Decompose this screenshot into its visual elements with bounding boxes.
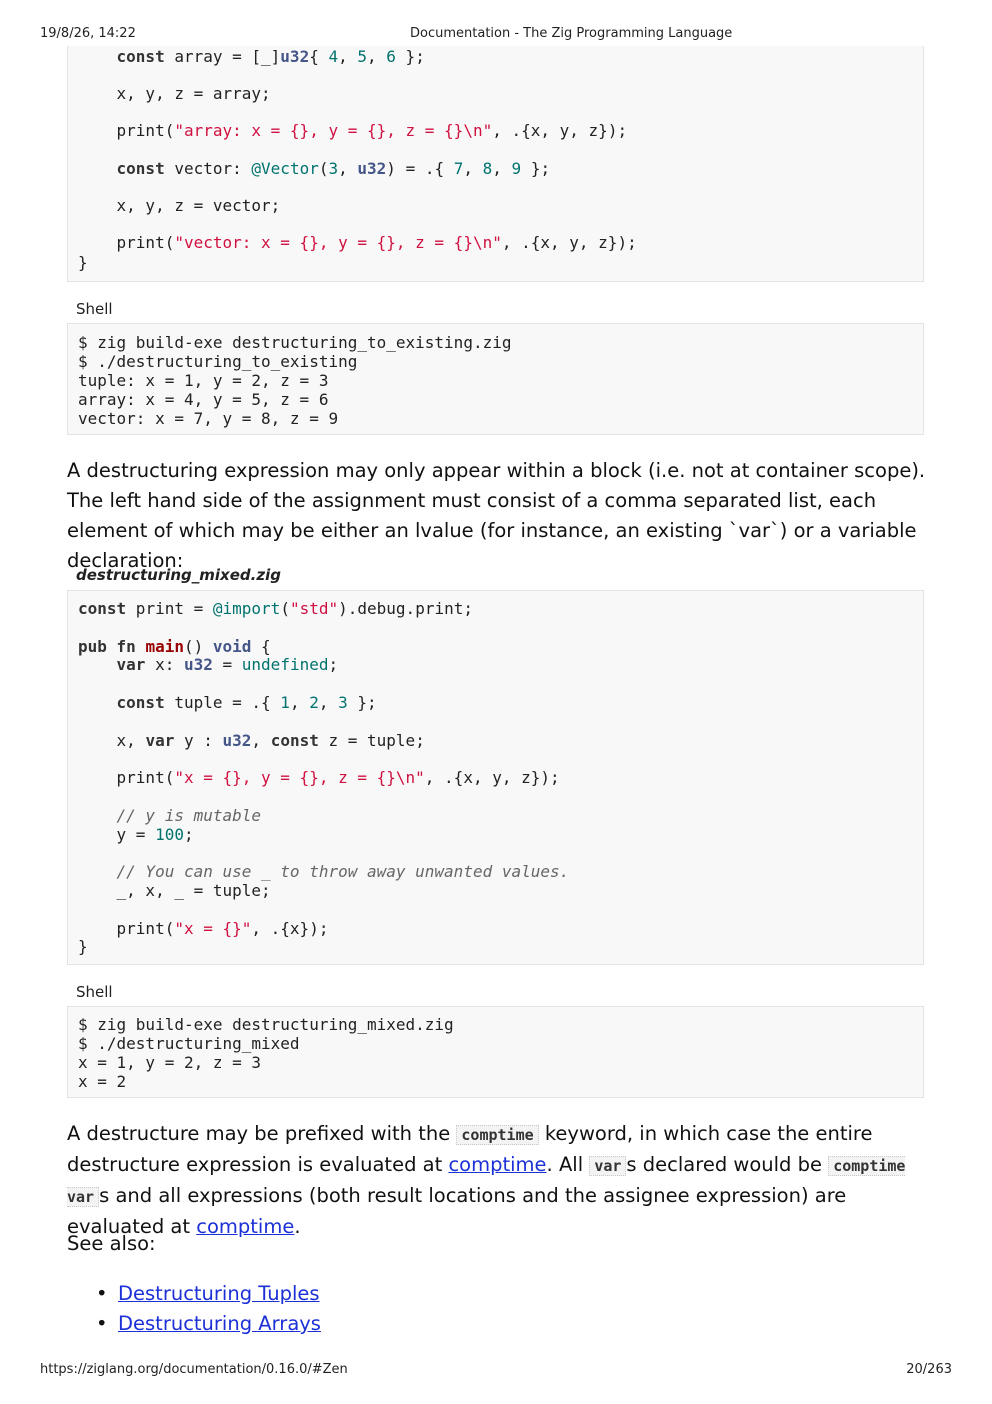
shell-line: tuple: x = 1, y = 2, z = 3	[78, 371, 329, 390]
code-token-ty: u32	[183, 655, 213, 675]
code-token: };	[347, 693, 377, 712]
shell-line: $ ./destructuring_mixed	[78, 1034, 300, 1053]
code-line	[78, 121, 627, 141]
code-token-num: 100	[155, 824, 184, 844]
code-token: print =	[126, 599, 213, 618]
text: . All	[546, 1153, 590, 1176]
code-line	[78, 159, 550, 179]
code-token: x, y, z = vector;	[78, 196, 281, 215]
shell-label: Shell	[76, 983, 113, 1001]
code-token-str: "array: x = {}, y = {}, z = {}\n"	[174, 121, 493, 140]
code-line	[78, 806, 261, 826]
code-token: ,	[492, 159, 512, 178]
text: .	[294, 1215, 301, 1238]
code-token	[78, 159, 117, 178]
code-token	[78, 862, 117, 881]
code-token: , .{x, y, z});	[501, 233, 637, 252]
code-token-str: "vector: x = {}, y = {}, z = {}\n"	[174, 233, 502, 252]
code-token-kw: var	[116, 655, 146, 675]
code-token-kw: fn	[116, 636, 136, 656]
code-token-kw: const	[270, 730, 319, 750]
code-block-destructuring-mixed	[67, 590, 924, 965]
code-token-kw: var	[145, 730, 175, 750]
code-token-num: 2	[309, 693, 319, 712]
shell-line: $ ./destructuring_to_existing	[78, 352, 358, 371]
text: A destructure may be prefixed with the	[67, 1122, 457, 1145]
code-token: print(	[78, 121, 175, 140]
code-token: _, x, _ = tuple;	[78, 881, 271, 900]
footer-url: https://ziglang.org/documentation/0.16.0/#Zen	[40, 1362, 348, 1377]
code-line	[78, 233, 637, 253]
code-token-num: 9	[511, 159, 522, 178]
code-token-bi: undefined	[241, 655, 329, 675]
code-token: ,	[338, 159, 358, 178]
code-token-bi: @import	[212, 599, 281, 618]
code-token-fn: main	[145, 636, 184, 656]
code-token: ()	[183, 636, 213, 656]
code-token: tuple = .{	[164, 693, 281, 712]
code-token: vector:	[164, 159, 252, 178]
code-token: , .{x});	[251, 918, 329, 938]
code-token	[78, 806, 117, 825]
code-token: , .{x, y, z});	[492, 121, 628, 140]
paragraph-comptime-destructure	[67, 1119, 927, 1242]
code-token: =	[212, 655, 242, 675]
code-line	[78, 825, 194, 845]
code-line	[78, 84, 271, 104]
code-token: array = [_]	[164, 47, 281, 66]
code-token-bi: @Vector	[251, 159, 319, 178]
code-line	[78, 599, 473, 619]
inline-code-var: var	[589, 1156, 626, 1176]
code-token: };	[521, 159, 551, 178]
inline-code-comptime: comptime	[456, 1125, 538, 1145]
code-line	[78, 637, 271, 657]
code-token: ,	[463, 159, 483, 178]
code-token: ,	[318, 693, 339, 712]
code-token: {	[251, 636, 271, 656]
code-token-str: "x = {}"	[174, 918, 252, 938]
paragraph-destructuring-rules: A destructuring expression may only appear within a block (i.e. not at container scope). The left hand side of the assignment must consist of a comma separated list, each element of which may be either an lvalue (for instance, an existing `var`) or a variable declaration:	[67, 459, 926, 572]
code-token: ).debug.print;	[338, 599, 473, 618]
code-token	[78, 693, 117, 712]
code-line	[78, 937, 88, 957]
code-token: y :	[174, 730, 223, 750]
shell-line: x = 1, y = 2, z = 3	[78, 1053, 262, 1072]
shell-output-block	[67, 323, 924, 435]
shell-line: array: x = 4, y = 5, z = 6	[78, 390, 329, 409]
code-token: }	[78, 937, 88, 957]
shell-label: Shell	[76, 300, 113, 318]
code-token: y =	[78, 824, 156, 844]
code-token-ty: void	[212, 636, 252, 656]
code-line	[78, 731, 425, 751]
code-token: print(	[78, 233, 175, 252]
text: s and all expressions (both result locations and the assignee expression) are evaluated at	[67, 1184, 847, 1238]
code-token: };	[395, 47, 425, 66]
code-token: ;	[328, 655, 339, 675]
code-token-num: 3	[328, 159, 339, 178]
code-token-num: 6	[386, 47, 396, 66]
code-token: ,	[338, 47, 358, 66]
code-token-num: 8	[482, 159, 493, 178]
code-token-kw: const	[116, 47, 165, 66]
code-token: {	[309, 47, 329, 66]
shell-line: $ zig build-exe destructuring_mixed.zig	[78, 1015, 454, 1034]
code-token	[78, 47, 117, 66]
code-line	[78, 693, 377, 713]
page-title: Documentation - The Zig Programming Language	[410, 26, 733, 41]
code-token-cm: // You can use _ to throw away unwanted values.	[116, 862, 570, 882]
code-token: z = tuple;	[318, 730, 425, 750]
code-token-kw: const	[116, 159, 165, 178]
code-token	[107, 637, 117, 656]
code-line	[78, 47, 425, 67]
code-line	[78, 768, 560, 788]
code-token-num: 5	[357, 47, 368, 66]
text: keyword, in which case the entire destructure expression is evaluated at	[67, 1122, 873, 1176]
code-token-num: 3	[338, 693, 348, 712]
see-also-list	[96, 1279, 321, 1339]
code-token-num: 7	[453, 159, 464, 178]
code-token-kw: const	[116, 693, 165, 712]
code-token: (	[318, 159, 329, 178]
code-line	[78, 881, 271, 901]
code-token: x:	[145, 655, 184, 675]
code-token: ,	[289, 693, 310, 712]
comptime-link[interactable]: comptime	[196, 1215, 295, 1238]
code-token: }	[78, 253, 88, 272]
code-token: ,	[367, 47, 387, 66]
list-item	[96, 1279, 321, 1309]
file-name-label: destructuring_mixed.zig	[76, 566, 281, 584]
comptime-link[interactable]: comptime	[448, 1153, 547, 1176]
code-line	[78, 253, 88, 273]
code-token-ty: u32	[357, 159, 387, 178]
code-line	[78, 196, 280, 216]
code-line	[78, 862, 569, 882]
code-line	[78, 919, 328, 939]
code-token: ,	[251, 730, 271, 750]
text: s declared would be	[626, 1153, 829, 1176]
shell-line: vector: x = 7, y = 8, z = 9	[78, 409, 339, 428]
shell-line: $ zig build-exe destructuring_to_existing.zig	[78, 333, 512, 352]
code-token-kw: pub	[78, 636, 107, 656]
code-token: x,	[78, 730, 146, 750]
page-number: 20/263	[906, 1362, 952, 1377]
code-token-cm: // y is mutable	[116, 805, 262, 825]
code-token-ty: u32	[280, 47, 310, 66]
code-token: , .{x, y, z});	[424, 768, 560, 788]
code-token	[136, 637, 146, 656]
see-also-heading: See also:	[67, 1232, 156, 1255]
inline-code-comptime-var: comptime var	[67, 1157, 906, 1206]
code-token: ;	[183, 824, 194, 844]
list-item	[96, 1309, 321, 1339]
code-token: (	[280, 599, 290, 618]
code-block-destructuring-to-existing	[67, 46, 924, 282]
print-date: 19/8/26, 14:22	[40, 26, 136, 41]
code-token: print(	[78, 918, 175, 938]
code-token: print(	[78, 768, 175, 788]
link-destructuring-arrays[interactable]: Destructuring Arrays	[118, 1312, 321, 1335]
code-token-num: 1	[280, 693, 290, 712]
code-token: x, y, z = array;	[78, 84, 271, 103]
code-token-kw: const	[78, 599, 127, 618]
code-token	[78, 655, 117, 674]
shell-line: x = 2	[78, 1072, 127, 1091]
shell-output-block	[67, 1006, 924, 1098]
code-token-str: "x = {}, y = {}, z = {}\n"	[174, 768, 425, 788]
code-token: ) = .{	[386, 159, 454, 178]
code-token-str: "std"	[289, 599, 339, 618]
code-line	[78, 655, 338, 675]
code-token-num: 4	[328, 47, 339, 66]
link-destructuring-tuples[interactable]: Destructuring Tuples	[118, 1282, 320, 1305]
code-token-ty: u32	[222, 730, 252, 750]
